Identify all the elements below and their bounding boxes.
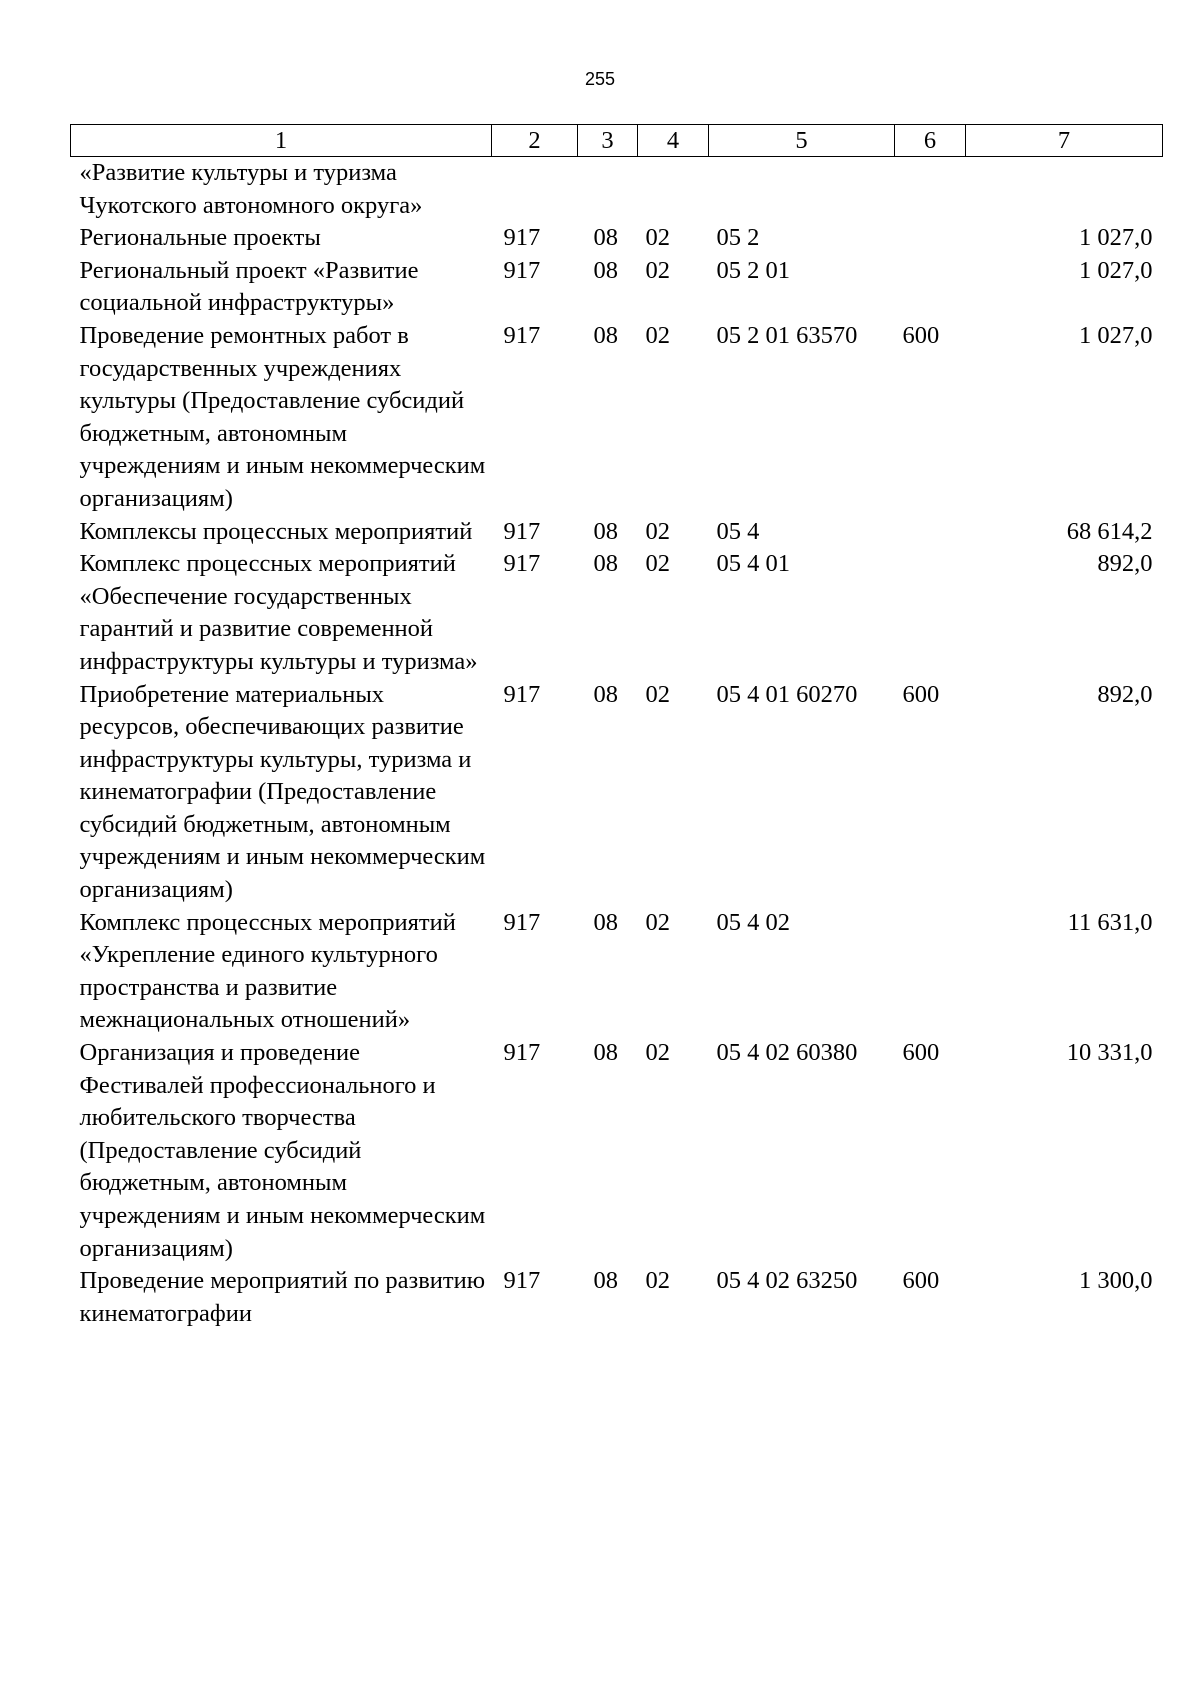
row-ministry-code: 917 xyxy=(503,224,541,252)
page-number: 255 xyxy=(584,69,616,89)
table-row xyxy=(71,516,1163,549)
row-ministry-code: 917 xyxy=(503,550,541,578)
row-ministry-code xyxy=(492,157,578,223)
row-name: «Развитие культуры и туризма Чукотского автономного округа» xyxy=(79,159,423,219)
row-name: Комплекс процессных мероприятий «Обеспечение государственных гарантий и развитие современной инфраструктуры культуры и туризма» xyxy=(79,550,478,675)
row-section-code: 08 xyxy=(593,1267,618,1295)
row-target-article: 05 2 01 xyxy=(716,256,790,284)
row-subsection-code: 02 xyxy=(645,908,670,936)
row-target-article: 05 2 xyxy=(716,224,760,252)
row-expense-type: 600 xyxy=(902,1039,940,1067)
row-section-code: 08 xyxy=(593,680,618,708)
row-amount: 1 027,0 xyxy=(1079,321,1153,349)
row-name: Региональные проекты xyxy=(79,224,321,252)
table-row xyxy=(71,320,1163,516)
row-ministry-code: 917 xyxy=(503,517,541,545)
row-expense-type xyxy=(895,516,966,549)
row-section-code: 08 xyxy=(593,517,618,545)
table-row xyxy=(71,1037,1163,1265)
row-name: Комплекс процессных мероприятий «Укрепление единого культурного пространства и развитие межнациональных отношений» xyxy=(79,908,456,1034)
row-expense-type: 600 xyxy=(902,321,940,349)
row-section-code: 08 xyxy=(593,224,618,252)
header-col-1: 1 xyxy=(71,125,492,157)
row-ministry-code: 917 xyxy=(503,256,541,284)
header-col-3: 3 xyxy=(578,125,638,157)
header-col-5: 5 xyxy=(709,125,895,157)
row-expense-type xyxy=(895,907,966,1037)
table-row xyxy=(71,907,1163,1037)
row-section-code xyxy=(578,157,638,223)
table-row xyxy=(71,548,1163,678)
row-target-article: 05 4 02 60380 xyxy=(716,1039,858,1067)
row-amount: 10 331,0 xyxy=(1066,1039,1153,1067)
row-section-code: 08 xyxy=(593,256,618,284)
row-expense-type xyxy=(895,255,966,320)
row-target-article xyxy=(709,157,895,223)
row-subsection-code: 02 xyxy=(645,680,670,708)
header-col-4: 4 xyxy=(638,125,709,157)
row-target-article: 05 4 xyxy=(716,517,760,545)
row-expense-type: 600 xyxy=(902,680,940,708)
header-col-6: 6 xyxy=(895,125,966,157)
row-amount: 11 631,0 xyxy=(1067,908,1153,936)
table-row xyxy=(71,222,1163,255)
row-name: Проведение мероприятий по развитию кинематографии xyxy=(79,1267,485,1327)
row-name: Комплексы процессных мероприятий xyxy=(79,517,473,545)
table-header xyxy=(71,125,1163,157)
row-target-article: 05 4 02 xyxy=(716,908,790,936)
row-subsection-code: 02 xyxy=(645,1267,670,1295)
row-subsection-code: 02 xyxy=(645,550,670,578)
header-row xyxy=(71,125,1163,157)
header-col-2: 2 xyxy=(492,125,578,157)
row-subsection-code: 02 xyxy=(645,1039,670,1067)
table-row xyxy=(71,679,1163,907)
row-section-code: 08 xyxy=(593,321,618,349)
table-row xyxy=(71,1265,1163,1330)
row-expense-type xyxy=(895,157,966,223)
row-name: Приобретение материальных ресурсов, обеспечивающих развитие инфраструктуры культуры, туризма и кинематографии (Предоставление субсидий бюджетным, автономным учреждениям и иным некоммерческим организациям) xyxy=(79,680,486,904)
row-name: Организация и проведение Фестивалей профессионального и любительского творчества (Предоставление субсидий бюджетным, автономным учреждениям и иным некоммерческим организациям) xyxy=(79,1039,486,1262)
row-subsection-code xyxy=(638,157,709,223)
row-ministry-code: 917 xyxy=(503,321,541,349)
row-amount: 68 614,2 xyxy=(1066,517,1153,545)
row-subsection-code: 02 xyxy=(645,256,670,284)
row-section-code: 08 xyxy=(593,908,618,936)
row-amount: 1 027,0 xyxy=(1079,256,1153,284)
row-section-code: 08 xyxy=(593,1039,618,1067)
row-name: Проведение ремонтных работ в государственных учреждениях культуры (Предоставление субсидий бюджетным, автономным учреждениям и иным некоммерческим организациям) xyxy=(79,321,486,512)
row-target-article: 05 2 01 63570 xyxy=(716,321,858,349)
row-ministry-code: 917 xyxy=(503,1267,541,1295)
header-col-7: 7 xyxy=(966,125,1163,157)
row-ministry-code: 917 xyxy=(503,908,541,936)
row-target-article: 05 4 01 60270 xyxy=(716,680,858,708)
row-target-article: 05 4 02 63250 xyxy=(716,1267,858,1295)
budget-table xyxy=(70,124,1163,1330)
table-body xyxy=(71,157,1163,1331)
row-amount xyxy=(966,157,1163,223)
table-row xyxy=(71,255,1163,320)
row-expense-type xyxy=(895,222,966,255)
row-name: Региональный проект «Развитие социальной инфраструктуры» xyxy=(79,256,419,317)
row-target-article: 05 4 01 xyxy=(716,550,790,578)
row-amount: 892,0 xyxy=(1097,680,1153,708)
row-ministry-code: 917 xyxy=(503,1039,541,1067)
row-subsection-code: 02 xyxy=(645,517,670,545)
row-subsection-code: 02 xyxy=(645,224,670,252)
row-amount: 1 300,0 xyxy=(1079,1267,1153,1295)
row-ministry-code: 917 xyxy=(503,680,541,708)
row-subsection-code: 02 xyxy=(645,321,670,349)
row-expense-type: 600 xyxy=(902,1267,940,1295)
row-amount: 892,0 xyxy=(1097,550,1153,578)
row-amount: 1 027,0 xyxy=(1079,224,1153,252)
table-row xyxy=(71,157,1163,223)
row-expense-type xyxy=(895,548,966,678)
row-section-code: 08 xyxy=(593,550,618,578)
